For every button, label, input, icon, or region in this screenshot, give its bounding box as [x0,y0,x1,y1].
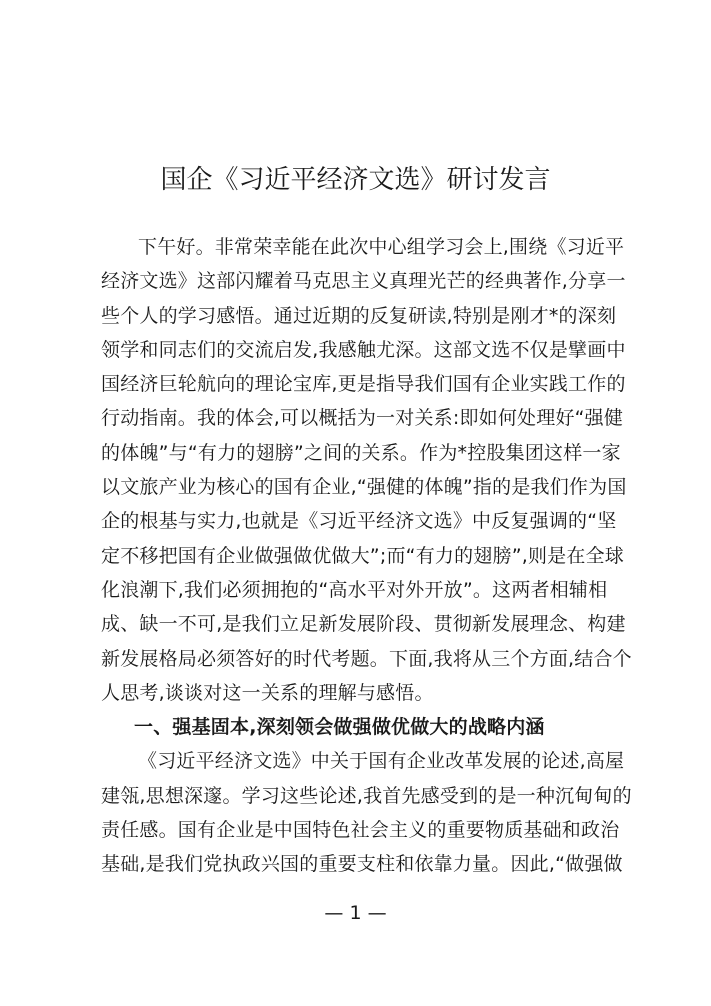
paragraph-line: 定不移把国有企业做强做优做大”;而“有力的翅膀”,则是在全球 [101,544,624,567]
paragraph-line: 基础,是我们党执政兴国的重要支柱和依靠力量。因此,“做强做 [101,853,623,876]
paragraph-line: 行动指南。我的体会,可以概括为一对关系:即如何处理好“强健 [101,407,624,430]
paragraph-line: 人思考,谈谈对这一关系的理解与感悟。 [101,681,434,704]
document-body [101,230,641,882]
paragraph-line: 领学和同志们的交流启发,我感触尤深。这部文选不仅是擘画中 [101,338,626,361]
paragraph-line: 的体魄”与“有力的翅膀”之间的关系。作为*控股集团这样一家 [101,441,621,464]
section-heading: 一、强基固本,深刻领会做强做优做大的战略内涵 [134,716,545,739]
paragraph-line: 建瓴,思想深邃。学习这些论述,我首先感受到的是一种沉甸甸的 [101,784,632,807]
paragraph-line: 新发展格局必须答好的时代考题。下面,我将从三个方面,结合个 [101,647,632,670]
page-number: — 1 — [324,902,387,924]
paragraph-line: 以文旅产业为核心的国有企业,“强健的体魄”指的是我们作为国 [101,476,627,499]
paragraph-line: 国经济巨轮航向的理论宝库,更是指导我们国有企业实践工作的 [101,373,626,396]
paragraph-line: 些个人的学习感悟。通过近期的反复研读,特别是刚才*的深刻 [101,304,617,327]
paragraph-line: 成、缺一不可,是我们立足新发展阶段、贯彻新发展理念、构建 [101,613,626,636]
paragraph-line: 化浪潮下,我们必须拥抱的“高水平对外开放”。这两者相辅相 [101,578,608,601]
paragraph-line: 下午好。非常荣幸能在此次中心组学习会上,围绕《习近平 [138,236,625,258]
paragraph-line: 企的根基与实力,也就是《习近平经济文选》中反复强调的“坚 [101,510,617,533]
paragraph-line: 责任感。国有企业是中国特色社会主义的重要物质基础和政治 [101,819,620,842]
document-title: 国企《习近平经济文选》研讨发言 [160,165,551,195]
paragraph-line: 经济文选》这部闪耀着马克思主义真理光芒的经典著作,分享一 [101,270,626,293]
paragraph-line: 《习近平经济文选》中关于国有企业改革发展的论述,高屋 [138,750,625,773]
